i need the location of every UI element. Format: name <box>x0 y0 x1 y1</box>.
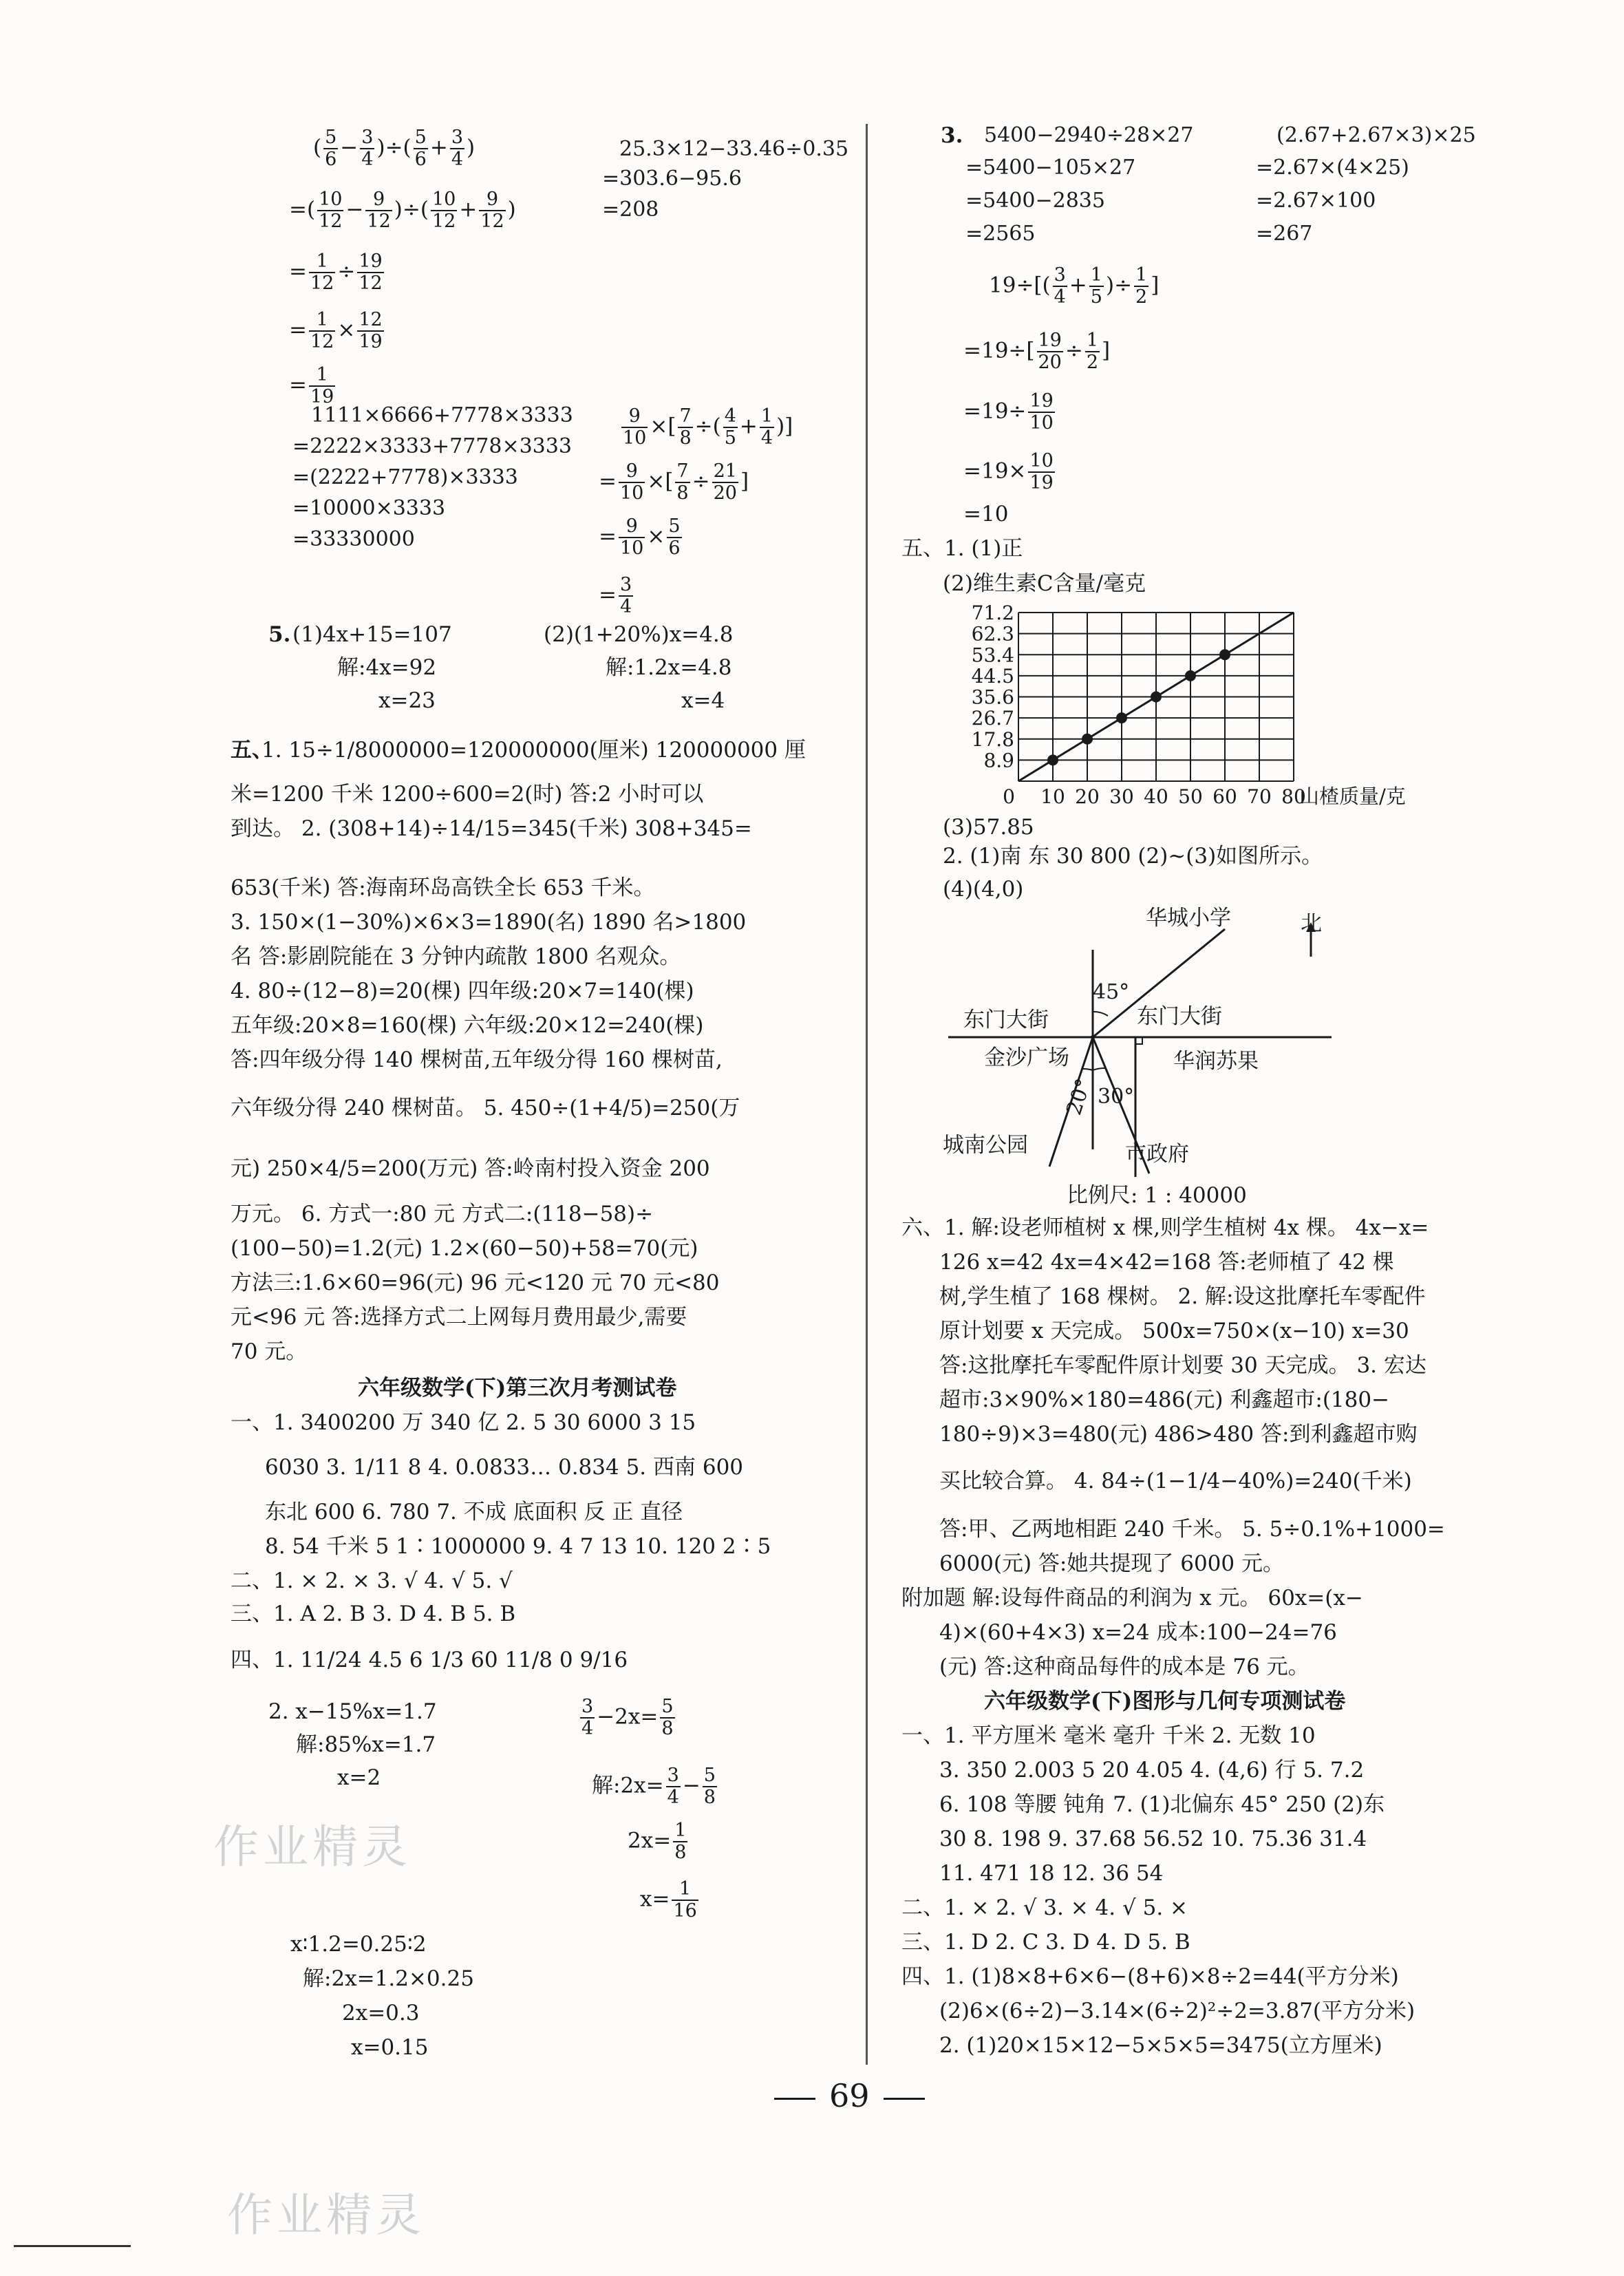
map-gov: 市政府 <box>1125 1142 1189 1167</box>
sec5-line-2: 米=1200 千米 1200÷600=2(时) 答:2 小时可以 <box>231 782 704 807</box>
data-point <box>1185 670 1196 681</box>
calc4-line-4: = $\frac{3}{4}$ <box>599 574 632 617</box>
calc1-line-1: ( $\frac{5}{6}$ − $\frac{3}{4}$ )÷( $\frac{5}{6}$ + $\frac{3}{4}$ ) <box>313 127 476 170</box>
sec5-line-12: 万元。 6. 方式一:80 元 方式二:(118−58)÷ <box>231 1202 654 1226</box>
map-street-right: 东门大街 <box>1137 1004 1222 1029</box>
geo-line-4: 30 8. 198 9. 37.68 56.52 10. 75.36 31.4 <box>939 1827 1367 1851</box>
calc3-line-5: =33330000 <box>292 527 415 551</box>
calc-a-line-3: =5400−2835 <box>965 189 1105 213</box>
geo-title: 六年级数学(下)图形与几何专项测试卷 <box>984 1689 1346 1714</box>
data-point <box>1116 712 1127 723</box>
eq2c-line-1: x∶1.2=0.25∶2 <box>290 1932 427 1957</box>
eq2a-line-2: 解:85%x=1.7 <box>296 1732 436 1757</box>
test3-line-5: 二、1. × 2. × 3. √ 4. √ 5. √ <box>231 1568 513 1593</box>
sec5-line-15: 元<96 元 答:选择方式二上网每月费用最少,需要 <box>231 1305 687 1330</box>
map-scale: 比例尺: 1 : 40000 <box>1067 1183 1247 1208</box>
calc-b-line-4: =267 <box>1256 222 1313 246</box>
eq2a-line-1: 2. x−15%x=1.7 <box>268 1699 437 1724</box>
sec5-line-5: 3. 150×(1−30%)×6×3=1890(名) 1890 名>1800 <box>231 910 747 935</box>
geo-line-5: 11. 471 18 12. 36 54 <box>939 1861 1164 1886</box>
y-tick-label: 53.4 <box>971 644 1014 667</box>
test3-line-7: 四、1. 11/24 4.5 6 1/3 60 11/8 0 9/16 <box>231 1648 628 1672</box>
eq2c-line-3: 2x=0.3 <box>342 2001 420 2025</box>
y-tick-label: 35.6 <box>971 685 1014 709</box>
eq5b-line-2: 解:1.2x=4.8 <box>606 655 732 680</box>
sec5-line-13: (100−50)=1.2(元) 1.2×(60−50)+58=70(元) <box>231 1236 698 1261</box>
sec6-line-2: 126 x=42 4x=4×42=168 答:老师植了 42 棵 <box>939 1250 1394 1275</box>
data-point <box>1219 649 1230 660</box>
x-tick-label: 80 <box>1281 785 1306 805</box>
map-plaza: 金沙广场 <box>984 1045 1069 1070</box>
sec6-line-1: 六、1. 解:设老师植树 x 棵,则学生植树 4x 棵。 4x−x= <box>901 1215 1429 1240</box>
calc1-line-5: = $\frac{1}{19}$ <box>289 364 334 407</box>
eq2b-line-3: 2x= $\frac{1}{8}$ <box>628 1820 687 1863</box>
calc-a-line-2: =5400−105×27 <box>965 156 1136 180</box>
test3-line-6: 三、1. A 2. B 3. D 4. B 5. B <box>231 1602 516 1626</box>
test3-line-4: 8. 54 千米 5 1∶1000000 9. 4 7 13 10. 120 2∶5 <box>265 1534 771 1559</box>
eq5a-line-2: 解:4x=92 <box>337 655 437 680</box>
geo-line-1: 一、1. 平方厘米 毫米 毫升 千米 2. 无数 10 <box>901 1723 1316 1748</box>
bonus-line-2: 4)×(60+4×3) x=24 成本:100−24=76 <box>939 1620 1337 1645</box>
bonus-line-1: 附加题 解:设每件商品的利润为 x 元。 60x=(x− <box>901 1586 1363 1610</box>
sec5-line-16: 70 元。 <box>231 1339 308 1364</box>
sec5-line-8: 五年级:20×8=160(棵) 六年级:20×12=240(棵) <box>231 1013 704 1038</box>
sec5-line-10: 六年级分得 240 棵树苗。 5. 450÷(1+4/5)=250(万 <box>231 1096 740 1120</box>
calc4-line-2: = $\frac{9}{10}$ ×[ $\frac{7}{8}$ ÷ $\frac{21}{20}$ ] <box>599 460 749 504</box>
y-tick-label: 62.3 <box>971 622 1014 646</box>
x-tick-label: 10 <box>1040 785 1065 805</box>
calc-b-line-3: =2.67×100 <box>1256 189 1376 213</box>
sec6-line-4: 原计划要 x 天完成。 500x=750×(x−10) x=30 <box>939 1319 1409 1343</box>
watermark-2: 作业精灵 <box>227 2189 425 2242</box>
calc2-line-1: 25.3×12−33.46÷0.35 <box>619 137 849 161</box>
y-tick-label: 26.7 <box>971 707 1014 730</box>
sec6-line-7: 180÷9)×3=480(元) 486>480 答:到利鑫超市购 <box>939 1422 1418 1447</box>
data-point <box>1082 734 1093 745</box>
sec5-1-answer: 五、1. (1)正 <box>901 536 1023 561</box>
x-tick-label: 30 <box>1109 785 1134 805</box>
bonus-line-3: (元) 答:这种商品每件的成本是 76 元。 <box>939 1655 1310 1679</box>
sec5-line-9: 答:四年级分得 140 棵树苗,五年级分得 160 棵树苗, <box>231 1047 723 1072</box>
sec6-line-10: 6000(元) 答:她共提现了 6000 元。 <box>939 1551 1284 1576</box>
map-mall: 华润苏果 <box>1173 1049 1259 1074</box>
geo-line-10: 2. (1)20×15×12−5×5×5=3475(立方厘米) <box>939 2033 1382 2058</box>
map-diagram <box>936 902 1473 1218</box>
calc-c-line-1: 19÷[( $\frac{3}{4}$ + $\frac{1}{5}$ )÷ $\frac{1}{2}$ ] <box>989 264 1160 308</box>
vitamin-c-chart <box>943 599 1466 805</box>
map-angle-20: 20° <box>1062 1076 1096 1118</box>
y-tick-label: 71.2 <box>971 602 1014 624</box>
chart-caption: (2)维生素C含量/毫克 <box>943 571 1146 596</box>
map-angle-30: 30° <box>1098 1085 1135 1109</box>
calc-c-line-2: =19÷[ $\frac{19}{20}$ ÷ $\frac{1}{2}$ ] <box>963 330 1111 373</box>
x-tick-label: 0 <box>1003 785 1015 805</box>
map-angle-45: 45° <box>1093 980 1130 1004</box>
eq5a-line-3: x=23 <box>378 688 436 713</box>
map-park: 城南公园 <box>943 1133 1028 1158</box>
sec5-line-6: 名 答:影剧院能在 3 分钟内疏散 1800 名观众。 <box>231 944 681 969</box>
eq2c-line-4: x=0.15 <box>351 2035 429 2060</box>
sec6-line-9: 答:甲、乙两地相距 240 千米。 5. 5÷0.1%+1000= <box>939 1517 1445 1542</box>
calc1-line-4: = $\frac{1}{12}$ × $\frac{12}{19}$ <box>289 309 383 352</box>
calc3-line-3: =(2222+7778)×3333 <box>292 465 518 489</box>
calc-c-line-5: =10 <box>963 502 1009 527</box>
sec5-line-11: 元) 250×4/5=200(万元) 答:岭南村投入资金 200 <box>231 1156 710 1181</box>
calc3-line-1: 1111×6666+7778×3333 <box>311 403 573 427</box>
map-street-left: 东门大街 <box>963 1008 1049 1032</box>
x-tick-label: 70 <box>1247 785 1272 805</box>
geo-line-9: (2)6×(6÷2)−3.14×(6÷2)²÷2=3.87(平方分米) <box>939 1999 1415 2023</box>
x-tick-label: 60 <box>1212 785 1237 805</box>
eq5b-line-3: x=4 <box>681 688 725 713</box>
eq2a-line-3: x=2 <box>337 1765 381 1790</box>
column-divider <box>866 124 868 2065</box>
x-tick-label: 40 <box>1144 785 1168 805</box>
eq5a-line-1: (1)4x+15=107 <box>292 622 452 647</box>
sec6-line-6: 超市:3×90%×180=486(元) 利鑫超市:(180− <box>939 1387 1390 1412</box>
calc1-line-2: =( $\frac{10}{12}$ − $\frac{9}{12}$ )÷( $\frac{10}{12}$ + $\frac{9}{12}$ ) <box>289 189 516 232</box>
q2-answer: 2. (1)南 东 30 800 (2)~(3)如图所示。 <box>943 844 1323 869</box>
calc-a-line-1: 5400−2940÷28×27 <box>984 123 1194 147</box>
q3-answer: (3)57.85 <box>943 815 1034 840</box>
sec5-line-1: 1. 15÷1/8000000=120000000(厘米) 120000000 厘 <box>261 738 806 763</box>
page-number: 69 <box>760 2077 939 2114</box>
test3-title: 六年级数学(下)第三次月考测试卷 <box>358 1376 677 1401</box>
eq5b-line-1: (2)(1+20%)x=4.8 <box>544 622 734 647</box>
test3-line-1: 一、1. 3400200 万 340 亿 2. 5 30 6000 3 15 <box>231 1410 696 1435</box>
y-tick-label: 17.8 <box>971 727 1014 751</box>
x-tick-label: 50 <box>1178 785 1203 805</box>
eq2b-line-2: 解:2x= $\frac{3}{4}$ − $\frac{5}{8}$ <box>592 1765 716 1808</box>
data-point <box>1151 692 1162 703</box>
calc-b-line-1: (2.67+2.67×3)×25 <box>1276 123 1476 147</box>
y-tick-label: 44.5 <box>971 664 1014 688</box>
geo-line-7: 三、1. D 2. C 3. D 4. D 5. B <box>901 1930 1190 1955</box>
calc2-line-3: =208 <box>602 198 659 222</box>
bottom-rule <box>14 2245 131 2247</box>
geo-line-2: 3. 350 2.003 5 20 4.05 4. (4,6) 行 5. 7.2 <box>939 1758 1365 1783</box>
calc3-line-4: =10000×3333 <box>292 496 446 520</box>
x-tick-label: 20 <box>1075 785 1100 805</box>
calc-b-line-2: =2.67×(4×25) <box>1256 156 1409 180</box>
data-point <box>1047 754 1058 765</box>
sec5-line-14: 方法三:1.6×60=96(元) 96 元<120 元 70 元<80 <box>231 1270 720 1295</box>
map-school: 华城小学 <box>1146 906 1231 930</box>
sec5-label: 五、 <box>231 738 273 763</box>
sec5-line-3: 到达。 2. (308+14)÷14/15=345(千米) 308+345= <box>231 816 752 841</box>
calc4-line-3: = $\frac{9}{10}$ × $\frac{5}{6}$ <box>599 515 681 559</box>
geo-line-6: 二、1. × 2. √ 3. × 4. √ 5. × <box>901 1895 1188 1920</box>
y-tick-label: 8.9 <box>983 749 1014 772</box>
calc3-line-2: =2222×3333+7778×3333 <box>292 434 572 458</box>
x-axis-label: 山楂质量/克 <box>1299 785 1406 805</box>
eq2b-line-4: x= $\frac{1}{16}$ <box>640 1878 697 1922</box>
q4-answer: (4)(4,0) <box>943 877 1024 902</box>
sec6-line-5: 答:这批摩托车零配件原计划要 30 天完成。 3. 宏达 <box>939 1353 1427 1378</box>
calc4-line-1: $\frac{9}{10}$ ×[ $\frac{7}{8}$ ÷( $\frac{4}{5}$ + $\frac{1}{4}$ )] <box>623 405 793 449</box>
sec6-line-8: 买比较合算。 4. 84÷(1−1/4−40%)=240(千米) <box>939 1469 1412 1493</box>
watermark-1: 作业精灵 <box>213 1820 412 1873</box>
sec5-line-7: 4. 80÷(12−8)=20(棵) 四年级:20×7=140(棵) <box>231 979 694 1003</box>
calc2-line-2: =303.6−95.6 <box>602 167 742 191</box>
calc-c-line-4: =19× $\frac{10}{19}$ <box>963 450 1054 493</box>
calc1-line-3: = $\frac{1}{12}$ ÷ $\frac{19}{12}$ <box>289 251 383 294</box>
test3-line-3: 东北 600 6. 780 7. 不成 底面积 反 正 直径 <box>265 1500 683 1524</box>
geo-line-8: 四、1. (1)8×8+6×6−(8+6)×8÷2=44(平方分米) <box>901 1964 1399 1989</box>
sec6-line-3: 树,学生植了 168 棵树。 2. 解:设这批摩托车零配件 <box>939 1284 1426 1309</box>
map-north: 北 <box>1301 911 1322 936</box>
eq5-label: 5. <box>268 622 291 647</box>
eq2b-line-1: $\frac{3}{4}$ −2x= $\frac{5}{8}$ <box>581 1696 674 1739</box>
geo-line-3: 6. 108 等腰 钝角 7. (1)北偏东 45° 250 (2)东 <box>939 1792 1385 1817</box>
right-calc-label: 3. <box>941 123 963 148</box>
calc-c-line-3: =19÷ $\frac{19}{10}$ <box>963 390 1054 434</box>
sec5-line-4: 653(千米) 答:海南环岛高铁全长 653 千米。 <box>231 875 655 900</box>
eq2c-line-2: 解:2x=1.2×0.25 <box>303 1966 474 1991</box>
calc-a-line-4: =2565 <box>965 222 1036 246</box>
test3-line-2: 6030 3. 1/11 8 4. 0.0833… 0.834 5. 西南 600 <box>265 1455 744 1480</box>
